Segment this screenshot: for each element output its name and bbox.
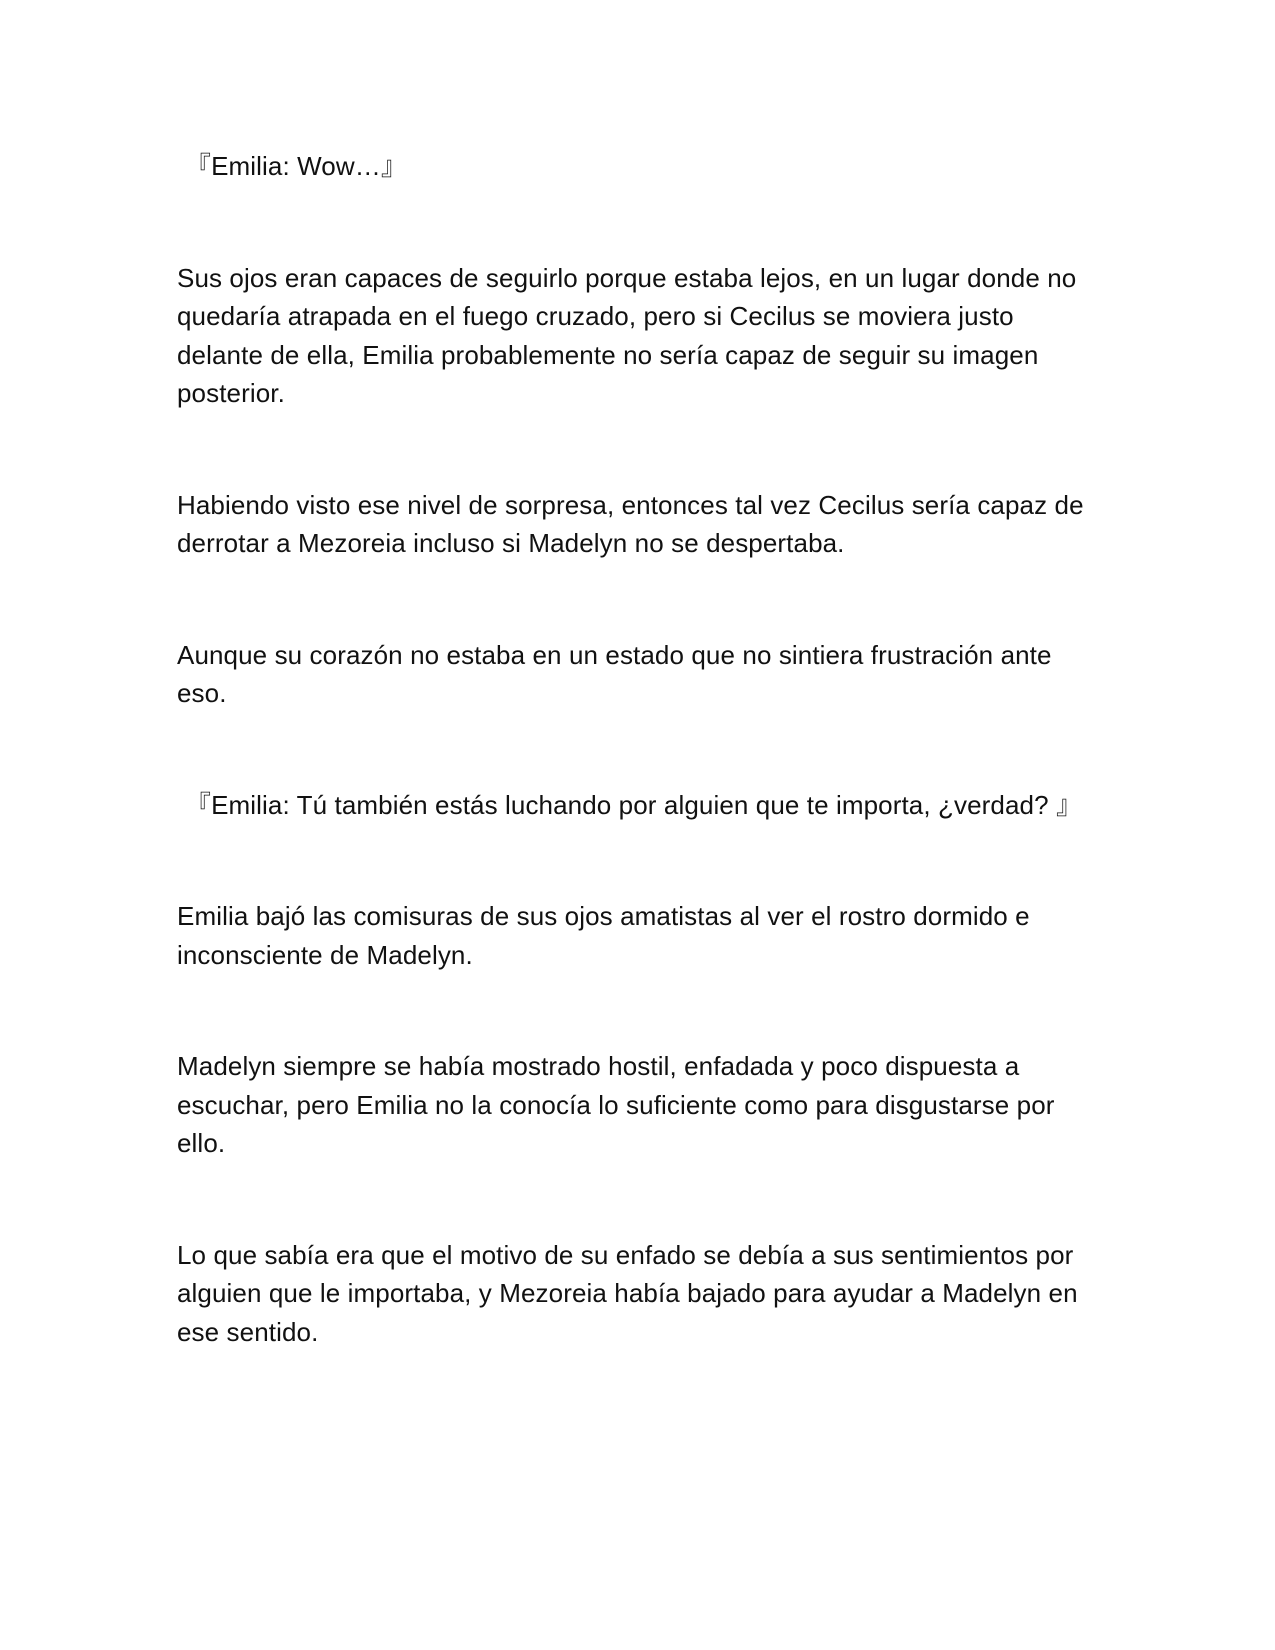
narration-paragraph: Emilia bajó las comisuras de sus ojos amatistas al ver el rostro dormido e inconsciente de Madelyn. (177, 901, 1030, 970)
narration-paragraph: Habiendo visto ese nivel de sorpresa, entonces tal vez Cecilus sería capaz de derrotar a Mezoreia incluso si Madelyn no se despertaba. (177, 489, 1084, 558)
narration-paragraph: Sus ojos eran capaces de seguirlo porque estaba lejos, en un lugar donde no quedaría atrapada en el fuego cruzado, pero si Cecilus se moviera justo delante de ella, Emilia probablemente no sería capaz de seguir su imagen posterior. (177, 262, 1077, 408)
dialogue-paragraph: 『Emilia: Tú también estás luchando por alguien que te importa, ¿verdad? 』 (185, 789, 1083, 820)
dialogue-paragraph: 『Emilia: Wow…』 (185, 151, 407, 181)
document-body (177, 147, 1107, 1351)
narration-paragraph: Madelyn siempre se había mostrado hostil, enfadada y poco dispuesta a escuchar, pero Emilia no la conocía lo suficiente como para disgustarse por ello. (177, 1051, 1055, 1158)
narration-paragraph: Aunque su corazón no estaba en un estado que no sintiera frustración ante eso. (177, 639, 1052, 708)
narration-paragraph: Lo que sabía era que el motivo de su enfado se debía a sus sentimientos por alguien que le importaba, y Mezoreia había bajado para ayudar a Madelyn en ese sentido. (177, 1239, 1078, 1347)
